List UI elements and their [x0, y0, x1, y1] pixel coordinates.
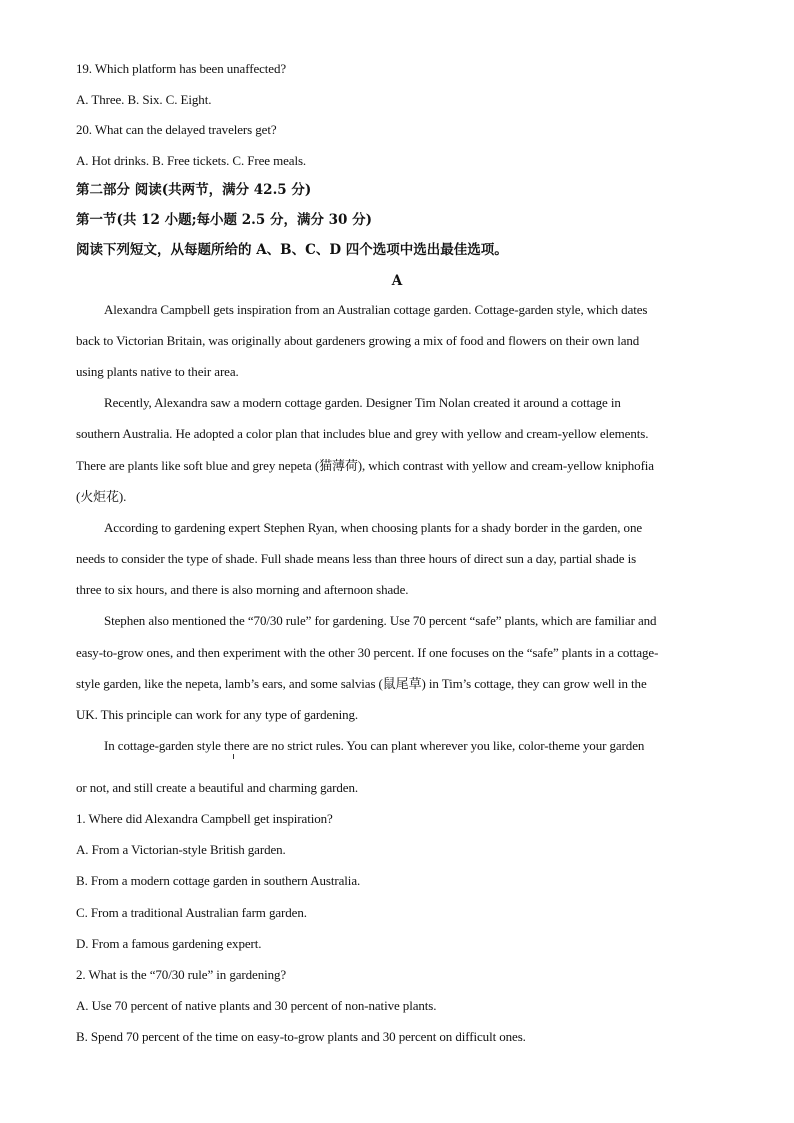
passage-line: In cottage-garden style there are no strict rules. You can plant wherever you like, color-theme your garden [104, 738, 645, 753]
question-19: 19. Which platform has been unaffected? [76, 61, 287, 76]
passage-line: UK. This principle can work for any type of gardening. [76, 707, 359, 722]
question-1-option-b: B. From a modern cottage garden in southern Australia. [76, 873, 361, 888]
question-1: 1. Where did Alexandra Campbell get inspiration? [76, 811, 333, 826]
question-20: 20. What can the delayed travelers get? [76, 122, 277, 137]
question-1-option-a: A. From a Victorian-style British garden. [76, 842, 286, 857]
passage-line: back to Victorian Britain, was originally about gardeners growing a mix of food and flowers on their own land [76, 333, 640, 348]
passage-line: Stephen also mentioned the “70/30 rule” for gardening. Use 70 percent “safe” plants, which are familiar and [104, 613, 657, 628]
stray-mark [233, 754, 234, 759]
passage-line: easy-to-grow ones, and then experiment with the other 30 percent. If one focuses on the “safe” plants in a cottage- [76, 645, 659, 660]
question-2: 2. What is the “70/30 rule” in gardening? [76, 967, 287, 982]
question-2-option-a: A. Use 70 percent of native plants and 30 percent of non-native plants. [76, 998, 437, 1013]
passage-line: Alexandra Campbell gets inspiration from an Australian cottage garden. Cottage-garden style, which dates [104, 302, 648, 317]
question-1-option-c: C. From a traditional Australian farm garden. [76, 905, 307, 920]
passage-line: needs to consider the type of shade. Full shade means less than three hours of direct sun a day, partial shade is [76, 551, 637, 566]
passage-label: A [391, 273, 403, 289]
question-19-options: A. Three. B. Six. C. Eight. [76, 92, 212, 107]
passage-line: style garden, like the nepeta, lamb’s ears, and some salvias (鼠尾草) in Tim’s cottage, they can grow well in the [76, 676, 647, 691]
passage-line: (火炬花). [76, 489, 127, 504]
reading-instruction: 阅读下列短文，从每题所给的 A、B、C、D 四个选项中选出最佳选项。 [76, 242, 508, 258]
question-1-option-d: D. From a famous gardening expert. [76, 936, 262, 951]
passage-line: three to six hours, and there is also morning and afternoon shade. [76, 582, 409, 597]
passage-line: using plants native to their area. [76, 364, 239, 379]
passage-line: southern Australia. He adopted a color plan that includes blue and grey with yellow and cream-yellow elements. [76, 426, 649, 441]
section1-heading: 第一节(共 12 小题;每小题 2.5 分，满分 30 分) [76, 212, 373, 228]
passage-line: There are plants like soft blue and grey nepeta (猫薄荷), which contrast with yellow and cream-yellow kniphofia [76, 458, 654, 473]
question-2-option-b: B. Spend 70 percent of the time on easy-to-grow plants and 30 percent on difficult ones. [76, 1029, 526, 1044]
passage-line: or not, and still create a beautiful and charming garden. [76, 780, 358, 795]
passage-line: Recently, Alexandra saw a modern cottage garden. Designer Tim Nolan created it around a cottage in [104, 395, 621, 410]
part2-heading: 第二部分 阅读(共两节，满分 42.5 分) [76, 182, 312, 198]
passage-line: According to gardening expert Stephen Ryan, when choosing plants for a shady border in the garden, one [104, 520, 643, 535]
question-20-options: A. Hot drinks. B. Free tickets. C. Free meals. [76, 153, 307, 168]
